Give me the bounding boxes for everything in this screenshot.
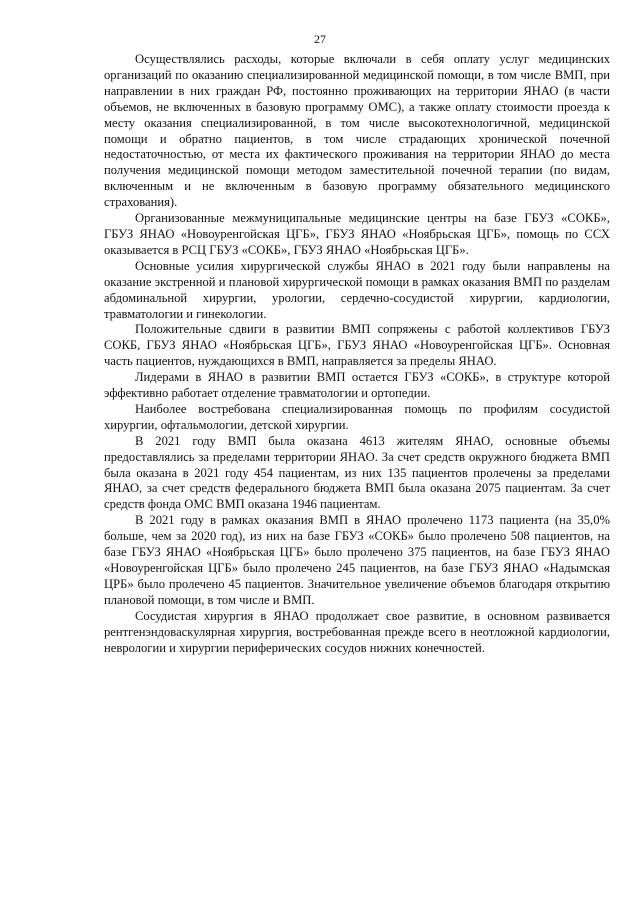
paragraph-expenses: Осуществлялись расходы, которые включали в себя оплату услуг медицинских организаций по оказанию специализированной медицинской помощи, в том числе ВМП, при направлении в них граждан РФ, постоянно проживающих на территории ЯНАО (в части объемов, не включенных в базовую программу ОМС), а также оплату стоимости проезда к месту оказания специализированной, в том числе высокотехнологичной, медицинской помощи и обратно пациентов, в том числе страдающих хронической почечной недостаточностью, от места их фактического проживания на территории ЯНАО до места получения медицинской помощи методом заместительной почечной терапии (по видам, включенным и не включенным в базовую программу обязательного медицинского страхования). bbox=[104, 52, 610, 210]
body-text bbox=[104, 52, 610, 656]
paragraph-positive-shifts: Положительные сдвиги в развитии ВМП сопряжены с работой коллективов ГБУЗ СОКБ, ГБУЗ ЯНАО «Ноябрьская ЦГБ», ГБУЗ ЯНАО «Новоуренгойская ЦГБ». Основная часть пациентов, нуждающихся в ВМП, направляется за пределы ЯНАО. bbox=[104, 322, 610, 369]
paragraph-vascular-surgery: Сосудистая хирургия в ЯНАО продолжает свое развитие, в основном развивается рентгенэндоваскулярная хирургия, востребованная прежде всего в неотложной кардиологии, неврологии и хирургии периферических сосудов нижних конечностей. bbox=[104, 608, 610, 655]
paragraph-medical-centers: Организованные межмуниципальные медицинские центры на базе ГБУЗ «СОКБ», ГБУЗ ЯНАО «Новоуренгойская ЦГБ», ГБУЗ ЯНАО «Ноябрьская ЦГБ», помощь по ССХ оказывается в РСЦ ГБУЗ «СОКБ», ГБУЗ ЯНАО «Ноябрьская ЦГБ». bbox=[104, 211, 610, 257]
paragraph-surgical-service: Основные усилия хирургической службы ЯНАО в 2021 году были направлены на оказание экстренной и плановой хирургической помощи в рамках оказания ВМП по разделам абдоминальной хирургии, урологии, сердечно-сосудистой хирургии, кардиологии, травматологии и гинекологии. bbox=[104, 258, 610, 321]
paragraph-vmp-2021-total: В 2021 году ВМП была оказана 4613 жителям ЯНАО, основные объемы предоставлялись за пределами территории ЯНАО. За счет средств окружного бюджета ВМП была оказана в 2021 году 454 пациентам, из них 135 пациентов пролечены за пределами ЯНАО, за счет средств федерального бюджета ВМП была оказана 2075 пациентам. За счет средств фонда ОМС ВМП оказана 1946 пациентам. bbox=[104, 433, 610, 512]
paragraph-vmp-2021-yanao: В 2021 году в рамках оказания ВМП в ЯНАО пролечено 1173 пациента (на 35,0% больше, чем за 2020 год), из них на базе ГБУЗ «СОКБ» было пролечено 508 пациентов, на базе ГБУЗ ЯНАО «Ноябрьская ЦГБ» было пролечено 375 пациентов, на базе ГБУЗ ЯНАО «Новоуренгойская ЦГБ» было пролечено 245 пациентов, на базе ГБУЗ ЯНАО «Надымская ЦРБ» было пролечено 45 пациентов. Значительное увеличение объемов благодаря открытию плановой помощи, в том числе и ВМП. bbox=[104, 513, 610, 607]
paragraph-demanded-help: Наиболее востребована специализированная помощь по профилям сосудистой хирургии, офтальмологии, детской хирургии. bbox=[104, 401, 610, 432]
page-number: 27 bbox=[314, 32, 326, 46]
paragraph-leaders: Лидерами в ЯНАО в развитии ВМП остается ГБУЗ «СОКБ», в структуре которой эффективно работает отделение травматологии и ортопедии. bbox=[104, 370, 610, 401]
